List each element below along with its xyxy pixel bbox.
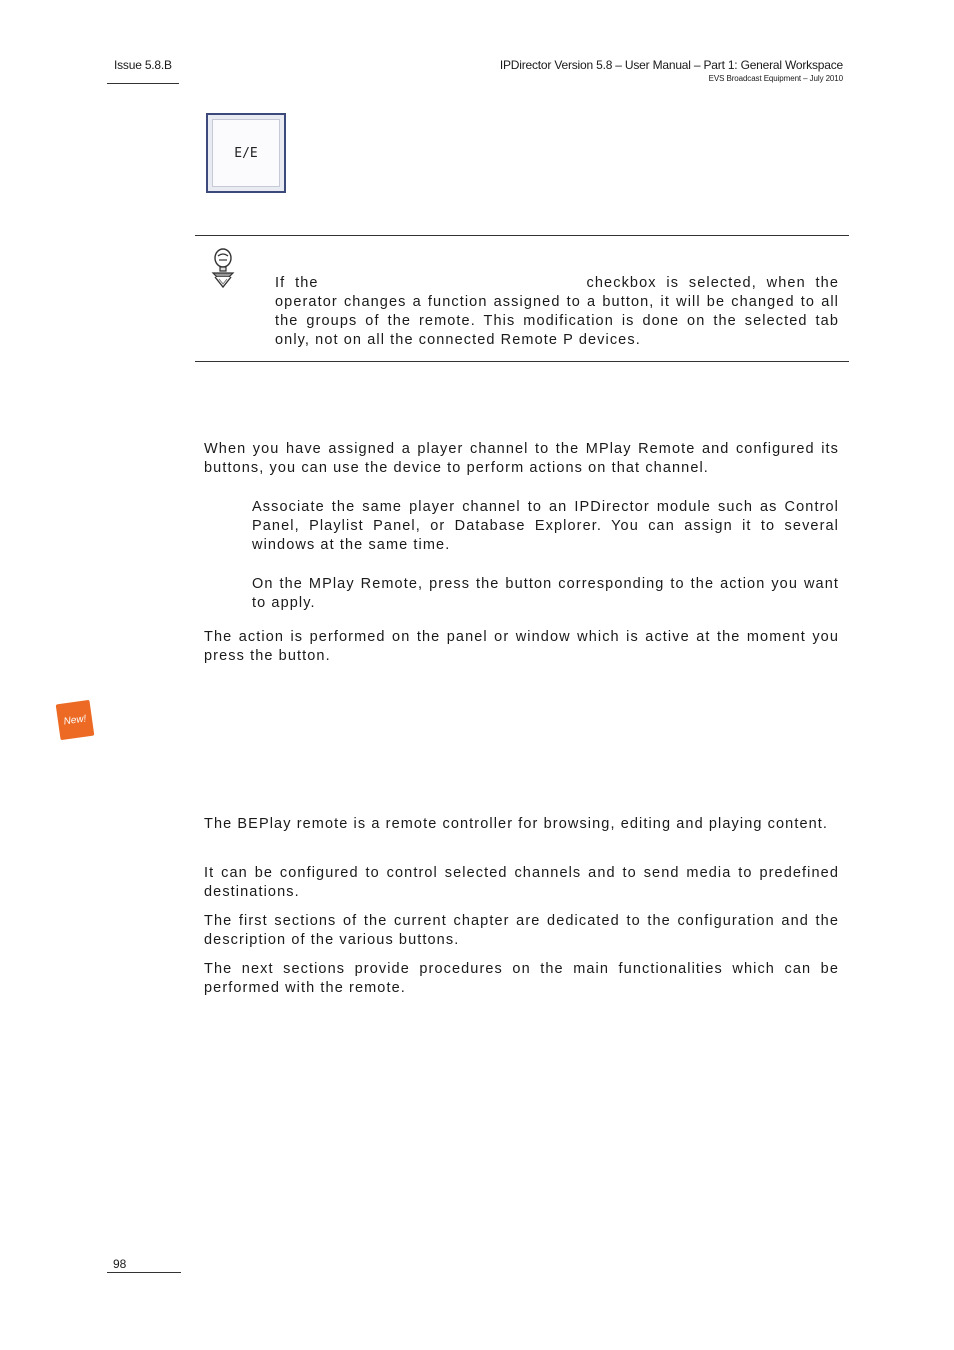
page-number: 98 (113, 1257, 127, 1271)
usage-intro-paragraph: When you have assigned a player channel to the MPlay Remote and configured its buttons, you can use the device to perform actions on that channel. (204, 441, 839, 476)
note-pen-icon (207, 247, 239, 289)
ee-button-image (206, 113, 286, 193)
issue-label: Issue 5.8.B (114, 58, 172, 72)
new-badge: New! (56, 700, 95, 740)
note-lead: If the (275, 275, 319, 291)
beplay-paragraph-2: It can be configured to control selected channels and to send media to predefined destinations. (204, 865, 839, 900)
beplay-paragraph-3: The first sections of the current chapter are dedicated to the configuration and the description of the various buttons. (204, 913, 839, 948)
ee-button-label: E/E (212, 119, 280, 187)
document-title: IPDirector Version 5.8 – User Manual – Part 1: General Workspace (499, 58, 843, 72)
note-top-rule (195, 235, 849, 236)
document-subtitle: EVS Broadcast Equipment – July 2010 (708, 74, 843, 83)
usage-step-2: On the MPlay Remote, press the button corresponding to the action you want to apply. (252, 576, 839, 611)
header-divider (107, 83, 179, 84)
note-text (275, 274, 839, 350)
beplay-paragraph-4: The next sections provide procedures on the main functionalities which can be performed with the remote. (204, 961, 839, 996)
usage-result-paragraph: The action is performed on the panel or window which is active at the moment you press the button. (204, 629, 839, 664)
footer-divider (107, 1272, 181, 1273)
beplay-paragraph-1: The BEPlay remote is a remote controller for browsing, editing and playing content. (204, 816, 829, 832)
note-bottom-rule (195, 361, 849, 362)
note-body: checkbox is selected, when the operator changes a function assigned to a button, it will be changed to all the groups of the remote. This modification is done on the selected tab only, not on all the connected Remote P devices. (275, 275, 840, 348)
usage-step-1: Associate the same player channel to an IPDirector module such as Control Panel, Playlist Panel, or Database Explorer. You can assign it to several windows at the same time. (252, 499, 839, 553)
